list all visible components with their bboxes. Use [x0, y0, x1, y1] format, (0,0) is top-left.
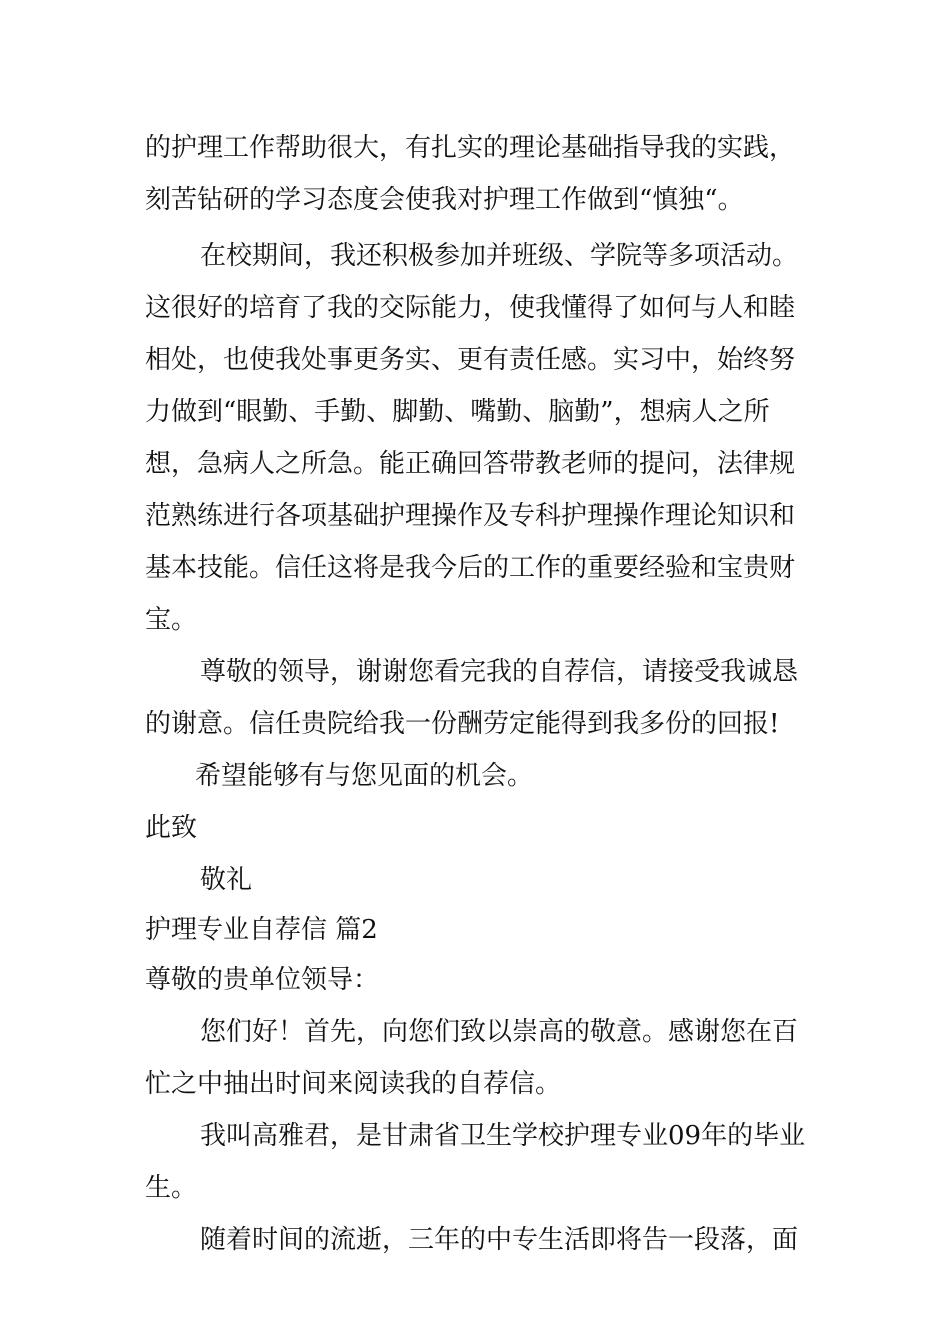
- text-line: 的护理工作帮助很大，有扎实的理论基础指导我的实践，: [145, 133, 796, 163]
- section-heading: 护理专业自荐信 篇2: [145, 915, 378, 945]
- text-line: 尊敬的领导，谢谢您看完我的自荐信，请接受我诚恳: [200, 657, 799, 687]
- paragraph-7: 随着时间的流逝，三年的中专生活即将告一段落，面: [200, 1225, 799, 1255]
- closing-line: 此致: [145, 813, 198, 843]
- text-line: 想，急病人之所急。能正确回答带教老师的提问，法律规: [145, 449, 796, 479]
- text-line: 在校期间，我还积极参加并班级、学院等多项活动。: [200, 241, 799, 271]
- text-line: 相处，也使我处事更务实、更有责任感。实习中，始终努: [145, 345, 796, 375]
- document-body: [145, 122, 810, 1266]
- paragraph-3: [145, 646, 810, 750]
- text-line: 这很好的培育了我的交际能力，使我懂得了如何与人和睦: [145, 293, 796, 323]
- text-line: 生。: [145, 1173, 198, 1203]
- text-line: 宝。: [145, 605, 198, 635]
- text-line: 忙之中抽出时间来阅读我的自荐信。: [145, 1069, 562, 1099]
- text-line: 您们好！首先，向您们致以崇高的敬意。感谢您在百: [200, 1017, 799, 1047]
- text-line: 刻苦钻研的学习态度会使我对护理工作做到“慎独“。: [145, 185, 744, 215]
- text-line: 范熟练进行各项基础护理操作及专科护理操作理论知识和: [145, 501, 796, 531]
- closing-salute: 敬礼: [200, 865, 253, 895]
- text-line: 力做到“眼勤、手勤、脚勤、嘴勤、脑勤”，想病人之所: [145, 397, 770, 427]
- paragraph-1: [145, 122, 810, 226]
- salutation: 尊敬的贵单位领导：: [145, 965, 380, 995]
- paragraph-4: 希望能够有与您见面的机会。: [195, 761, 534, 791]
- text-line: 的谢意。信任贵院给我一份酬劳定能得到我多份的回报!: [145, 709, 780, 739]
- paragraph-5: [145, 1006, 810, 1110]
- text-line: 基本技能。信任这将是我今后的工作的重要经验和宝贵财: [145, 553, 796, 583]
- paragraph-6: [145, 1110, 810, 1214]
- text-line: 我叫高雅君，是甘肃省卫生学校护理专业09年的毕业: [200, 1121, 806, 1151]
- paragraph-2: [145, 230, 810, 646]
